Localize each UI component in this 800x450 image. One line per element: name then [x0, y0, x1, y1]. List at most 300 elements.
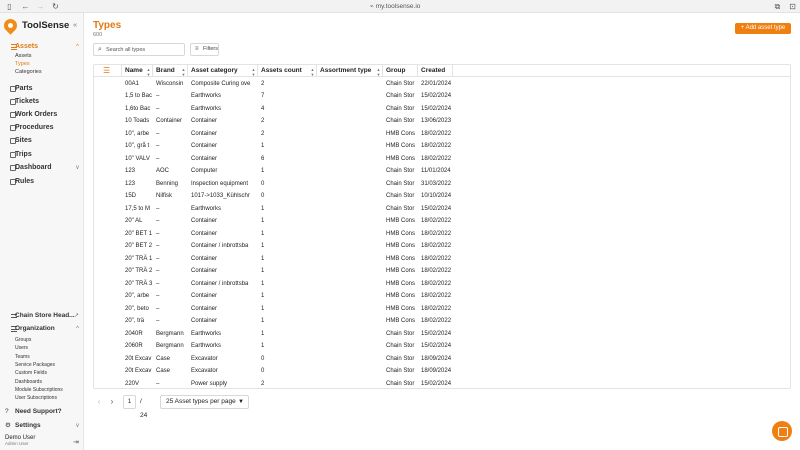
cell-assets-count: 1 [261, 243, 265, 249]
cell-created: 18/02/2022 [421, 155, 452, 162]
table-row[interactable] [94, 365, 791, 378]
org-subitem-module-subscriptions[interactable]: Module Subscriptions [15, 386, 63, 393]
cell-assortment-type [317, 253, 383, 266]
table-row[interactable] [94, 315, 791, 328]
sort-icon[interactable]: ▲▼ [310, 67, 315, 77]
cell-name: 20" AL [125, 218, 143, 224]
cell-created: 18/09/2024 [421, 355, 452, 362]
cell-asset-category: Container [191, 318, 218, 324]
cell-group: HMB Cons [386, 155, 416, 162]
cell-assortment-type [317, 178, 383, 191]
table-row[interactable] [94, 353, 791, 366]
cell-assets-count: 4 [261, 105, 265, 112]
browser-toolbar [0, 0, 800, 13]
cell-brand: – [156, 380, 160, 387]
table-row[interactable] [94, 203, 791, 216]
cell-asset-category: Container / inbrottsba [191, 243, 249, 249]
types-count: 600 [93, 32, 103, 38]
cell-brand: – [156, 318, 160, 324]
cell-assortment-type [317, 265, 383, 278]
cell-brand: – [156, 105, 160, 112]
need-support-link[interactable] [5, 407, 81, 417]
cell-brand: – [156, 155, 160, 162]
org-subitem-dashboards[interactable]: Dashboards [15, 378, 42, 385]
page-number-input[interactable]: 1 [123, 395, 136, 409]
cell-asset-category: Container [191, 218, 218, 224]
cell-name: 10", arbe [125, 130, 150, 137]
page-total: / 24 [140, 398, 148, 419]
logout-icon[interactable]: ⇥ [73, 439, 79, 446]
app-name: ToolSense [22, 19, 70, 31]
cell-assortment-type [317, 153, 383, 166]
cell-brand: Bergmann [156, 330, 184, 337]
chevron-down-icon: v [76, 165, 79, 171]
caret-down-icon: ▼ [238, 399, 244, 405]
cell-created: 15/02/2024 [421, 93, 452, 99]
cell-group: Chain Stor [386, 180, 415, 187]
column-header-assets-count[interactable] [258, 65, 317, 77]
link-icon: ⌁ [370, 3, 374, 10]
table-row[interactable] [94, 78, 791, 91]
cell-asset-category: 1017->1033_Kühlschr [191, 193, 250, 199]
sidebar-item-trips[interactable] [5, 150, 81, 160]
table-row[interactable] [94, 340, 791, 353]
cell-asset-category: Inspection equipment [191, 180, 249, 187]
user-profile[interactable] [5, 435, 35, 446]
cell-brand: Case [156, 368, 171, 374]
cell-asset-category: Container [191, 255, 218, 262]
sidebar-item-label: Rules [15, 178, 35, 185]
cell-group: Chain Stor [386, 355, 415, 362]
cell-name: 10", grå t [125, 143, 150, 149]
cell-created: 18/02/2022 [421, 218, 452, 224]
table-row[interactable] [94, 115, 791, 128]
cell-created: 18/02/2022 [421, 230, 452, 237]
cell-brand: – [156, 143, 160, 149]
external-icon: ↗ [73, 313, 79, 319]
table-row[interactable] [94, 303, 791, 316]
cell-name: 1,6to Bac [125, 105, 151, 112]
cell-created: 10/10/2024 [421, 193, 452, 199]
cell-created: 11/01/2024 [421, 168, 451, 174]
cell-name: 20" BET 2 [125, 243, 153, 249]
table-row[interactable] [94, 228, 791, 241]
cell-name: 2040R [125, 330, 143, 337]
cell-assets-count: 1 [261, 330, 265, 337]
cell-created: 31/03/2022 [421, 180, 452, 187]
column-header-label: Group [386, 67, 406, 74]
cell-asset-category: Container [191, 155, 218, 162]
cell-assets-count: 1 [261, 205, 265, 212]
cell-name: 20", beto [125, 305, 149, 312]
app-logo[interactable] [4, 17, 69, 33]
org-subitem-teams[interactable]: Teams [15, 353, 30, 360]
sort-icon[interactable]: ▲▼ [146, 67, 151, 77]
column-header-asset-category[interactable] [188, 65, 258, 77]
sidebar-subitem-assets[interactable]: Assets [15, 53, 32, 59]
column-header-label: Asset category [191, 67, 238, 74]
cell-assets-count: 0 [261, 193, 265, 199]
cell-name: 20", arbe [125, 293, 150, 299]
cell-asset-category: Container [191, 268, 218, 274]
account-name: Chain Store Head... [15, 312, 75, 319]
support-label: Need Support? [15, 408, 62, 415]
column-header-label: Assortment type [320, 67, 372, 74]
cell-assortment-type [317, 190, 383, 203]
sort-icon[interactable]: ▲▼ [376, 67, 381, 77]
per-page-select[interactable] [160, 395, 249, 409]
cell-assortment-type [317, 128, 383, 141]
column-settings-cell [94, 65, 122, 77]
cell-brand: Nilfisk [156, 193, 172, 199]
cell-assortment-type [317, 365, 383, 378]
sidebar-item-dashboard[interactable] [5, 163, 81, 173]
cell-created: 15/02/2024 [421, 105, 452, 112]
cell-assets-count: 0 [261, 180, 265, 187]
column-header-label: Assets count [261, 67, 302, 74]
cell-brand: Container [156, 118, 183, 124]
cell-group: Chain Stor [386, 80, 415, 87]
cell-brand: – [156, 243, 160, 249]
table-row[interactable] [94, 378, 791, 390]
cell-assortment-type [317, 165, 383, 178]
cell-created: 15/02/2024 [421, 380, 452, 387]
cell-assortment-type [317, 378, 383, 390]
cell-created: 13/06/2023 [421, 118, 452, 124]
table-row[interactable] [94, 90, 791, 103]
cell-name: 00A1 [125, 80, 140, 87]
sidebar-item-label: Trips [15, 151, 32, 158]
cell-name: 20t Excav [125, 368, 152, 374]
types-table [93, 64, 791, 389]
cell-group: Chain Stor [386, 380, 415, 387]
cell-assortment-type [317, 328, 383, 341]
sidebar-item-label: Organization [15, 325, 55, 332]
forward-icon[interactable]: → [36, 2, 45, 11]
sort-icon[interactable]: ▲▼ [181, 67, 186, 77]
per-page-value: 25 Asset types per page [166, 398, 236, 405]
cell-assets-count: 2 [261, 80, 265, 87]
sidebar-item-label: Work Orders [15, 111, 58, 118]
cell-name: 15D [125, 193, 137, 199]
cell-created: 15/02/2024 [421, 343, 452, 349]
cell-asset-category: Earthworks [191, 330, 222, 337]
cell-assortment-type [317, 278, 383, 291]
cell-assortment-type [317, 78, 383, 91]
cell-group: HMB Cons [386, 280, 416, 287]
cell-assets-count: 6 [261, 155, 265, 162]
table-row[interactable] [94, 128, 791, 141]
cell-name: 20" TRÄ 2 [125, 268, 153, 274]
reload-icon[interactable]: ↻ [52, 2, 59, 11]
sidebar-item-organization[interactable] [5, 324, 81, 334]
sidebar-item-procedures[interactable] [5, 123, 81, 133]
table-row[interactable] [94, 215, 791, 228]
cell-group: HMB Cons [386, 230, 416, 237]
cell-name: 220V [125, 380, 140, 387]
page-title: Types [93, 20, 122, 31]
cell-asset-category: Earthworks [191, 343, 222, 349]
cell-brand: – [156, 293, 160, 299]
cell-created: 18/02/2022 [421, 130, 452, 137]
user-name: Demo User [5, 435, 36, 441]
org-subitem-groups[interactable]: Groups [15, 337, 32, 343]
sidebar-item-label: Settings [15, 422, 41, 429]
cell-assortment-type [317, 103, 383, 116]
back-icon[interactable]: ← [21, 2, 30, 11]
cell-created: 18/02/2022 [421, 280, 452, 287]
search-box[interactable] [93, 43, 185, 56]
cell-created: 18/02/2022 [421, 318, 452, 324]
cell-assortment-type [317, 303, 383, 316]
table-row[interactable] [94, 240, 791, 253]
cell-assets-count: 1 [261, 280, 265, 287]
cell-name: 123 [125, 180, 136, 187]
cell-assets-count: 1 [261, 293, 265, 299]
cell-asset-category: Container [191, 305, 218, 312]
tabs-icon[interactable]: ⊡ [789, 2, 796, 11]
cell-asset-category: Container [191, 130, 218, 137]
chevron-down-icon: v [76, 423, 79, 429]
cell-brand: – [156, 93, 160, 99]
table-header [94, 65, 791, 77]
sidebar-subitem-categories[interactable]: Categories [15, 69, 42, 75]
cell-assortment-type [317, 140, 383, 153]
cell-group: HMB Cons [386, 293, 416, 299]
cell-name: 20" TRÄ 3 [125, 280, 153, 287]
cell-asset-category: Excavator [191, 368, 218, 374]
next-page-icon[interactable]: › [110, 397, 114, 406]
sidebar [0, 13, 84, 450]
cell-brand: – [156, 268, 160, 274]
sidebar-item-label: Sites [15, 137, 32, 144]
column-header-label: Created [421, 67, 446, 74]
table-row[interactable] [94, 153, 791, 166]
cell-group: HMB Cons [386, 318, 416, 324]
share-icon[interactable]: ⧉ [774, 2, 781, 11]
cell-brand: – [156, 130, 160, 137]
table-row[interactable] [94, 328, 791, 341]
search-input[interactable] [106, 46, 182, 54]
sidebar-item-label: Dashboard [15, 164, 52, 171]
sidebar-item-tickets[interactable] [5, 97, 81, 107]
table-row[interactable] [94, 178, 791, 191]
column-header-group[interactable] [383, 65, 418, 77]
cell-created: 18/02/2022 [421, 255, 452, 262]
cell-assortment-type [317, 90, 383, 103]
cell-asset-category: Container [191, 118, 218, 124]
cell-asset-category: Excavator [191, 355, 218, 362]
sidebar-item-sites[interactable] [5, 136, 81, 146]
cell-assets-count: 1 [261, 255, 265, 262]
cell-assets-count: 0 [261, 355, 265, 362]
cell-group: HMB Cons [386, 130, 416, 137]
cell-group: Chain Stor [386, 168, 415, 174]
cell-group: Chain Stor [386, 343, 415, 349]
cell-assets-count: 2 [261, 118, 265, 124]
org-subitem-custom-fields[interactable]: Custom Fields [15, 370, 47, 377]
cell-group: HMB Cons [386, 243, 416, 249]
add-button-label: Add asset type [745, 25, 786, 31]
cell-asset-category: Earthworks [191, 93, 222, 99]
cell-created: 15/02/2024 [421, 205, 452, 212]
url-text: my.toolsense.io [375, 3, 421, 10]
cell-group: Chain Stor [386, 105, 415, 112]
table-row[interactable] [94, 140, 791, 153]
cell-created: 18/02/2022 [421, 243, 452, 249]
cell-created: 18/02/2022 [421, 293, 452, 299]
cell-assets-count: 1 [261, 343, 265, 349]
cell-group: Chain Stor [386, 193, 415, 199]
cell-brand: – [156, 218, 160, 224]
cell-assets-count: 2 [261, 380, 265, 387]
cell-assortment-type [317, 290, 383, 303]
cell-assortment-type [317, 215, 383, 228]
table-row[interactable] [94, 278, 791, 291]
cell-assortment-type [317, 240, 383, 253]
cell-assets-count: 1 [261, 318, 265, 324]
collapse-sidebar-icon[interactable]: « [73, 22, 77, 29]
cell-name: 17,5 to M [125, 205, 151, 212]
sidebar-item-label: Tickets [15, 98, 39, 105]
sidebar-item-parts[interactable] [5, 84, 81, 94]
account-switcher[interactable] [5, 311, 81, 321]
cell-assortment-type [317, 340, 383, 353]
sidebar-item-label: Assets [15, 43, 38, 50]
cell-group: Chain Stor [386, 93, 415, 99]
sidebar-item-assets[interactable] [5, 42, 81, 52]
cell-created: 15/02/2024 [421, 330, 452, 337]
cell-asset-category: Earthworks [191, 205, 222, 212]
cell-asset-category: Earthworks [191, 105, 222, 112]
cell-assets-count: 1 [261, 168, 265, 174]
filter-icon: ≡ [195, 46, 199, 52]
cell-name: 10 Toads [125, 118, 150, 124]
cell-asset-category: Container [191, 293, 218, 299]
cell-brand: – [156, 280, 160, 287]
help-icon: ? [5, 408, 9, 415]
cell-created: 18/09/2024 [421, 368, 452, 374]
sidebar-subitem-types[interactable]: Types [15, 61, 30, 67]
table-row[interactable] [94, 253, 791, 266]
filters-button[interactable] [190, 43, 219, 56]
column-header-brand[interactable] [153, 65, 188, 77]
sidebar-item-label: Parts [15, 85, 33, 92]
cell-assets-count: 7 [261, 93, 265, 99]
cell-asset-category: Computer [191, 168, 218, 174]
cell-brand: – [156, 230, 160, 237]
add-asset-type-button[interactable] [735, 23, 791, 34]
cell-brand: Benning [156, 180, 179, 187]
cell-brand: – [156, 205, 160, 212]
cell-assortment-type [317, 315, 383, 328]
cell-assets-count: 1 [261, 305, 265, 312]
cell-group: HMB Cons [386, 268, 416, 274]
cell-name: 20", trä [125, 318, 145, 324]
cell-group: Chain Stor [386, 205, 415, 212]
cell-name: 2060R [125, 343, 143, 349]
table-row[interactable] [94, 190, 791, 203]
gear-icon: ⚙ [5, 422, 11, 429]
cell-name: 1,5 to Bac [125, 93, 153, 99]
cell-assortment-type [317, 353, 383, 366]
cell-name: 20" BET 1 [125, 230, 153, 237]
cell-assets-count: 1 [261, 218, 265, 224]
org-subitem-service-packages[interactable]: Service Packages [15, 361, 56, 368]
address-bar[interactable] [370, 2, 420, 11]
cell-group: Chain Stor [386, 330, 415, 337]
cell-group: HMB Cons [386, 143, 416, 149]
cell-created: 18/02/2022 [421, 305, 452, 312]
chevron-up-icon: ^ [76, 326, 79, 332]
toolsense-logo-icon [1, 16, 19, 34]
cell-assets-count: 1 [261, 230, 265, 237]
sidebar-toggle-icon[interactable]: ▯ [7, 2, 12, 11]
cell-assets-count: 1 [261, 143, 265, 149]
search-icon: ⌕ [98, 46, 102, 53]
cell-group: HMB Cons [386, 255, 416, 262]
chevron-up-icon: ^ [76, 44, 79, 50]
main-content [84, 13, 800, 450]
sidebar-item-label: Procedures [15, 124, 54, 131]
table-row[interactable] [94, 103, 791, 116]
column-header-assortment-type[interactable] [317, 65, 383, 77]
column-header-label: Brand [156, 67, 175, 74]
org-subitem-users[interactable]: Users [15, 345, 29, 352]
cell-brand: – [156, 255, 160, 262]
column-header-label: Name [125, 67, 143, 74]
cell-created: 18/02/2022 [421, 268, 452, 274]
org-subitem-user-subscriptions[interactable]: User Subscriptions [15, 395, 57, 402]
cell-name: 20" TRÄ 1 [125, 255, 153, 262]
table-row[interactable] [94, 290, 791, 303]
plus-icon: + [740, 25, 745, 31]
cell-group: HMB Cons [386, 305, 416, 312]
column-settings-icon[interactable]: ☰ [103, 66, 111, 75]
cell-brand: Case [156, 355, 171, 362]
cell-brand: Bergmann [156, 343, 184, 349]
cell-name: 20t Excav [125, 355, 152, 362]
cell-asset-category: Container [191, 230, 218, 237]
cell-assets-count: 2 [261, 130, 265, 137]
cell-group: HMB Cons [386, 218, 416, 224]
cell-assortment-type [317, 115, 383, 128]
filters-label: Filters [203, 46, 218, 52]
sidebar-item-work-orders[interactable] [5, 110, 81, 120]
column-header-name[interactable] [122, 65, 153, 77]
cell-assortment-type [317, 203, 383, 216]
table-row[interactable] [94, 265, 791, 278]
sort-icon[interactable]: ▲▼ [251, 67, 256, 77]
cell-asset-category: Power supply [191, 380, 228, 387]
cell-asset-category: Container / inbrottsba [191, 280, 249, 287]
user-role: Admin User [5, 441, 29, 446]
sidebar-item-settings[interactable] [5, 421, 81, 431]
cell-assets-count: 0 [261, 368, 265, 374]
column-header-created[interactable] [418, 65, 453, 77]
cell-created: 22/01/2024 [421, 80, 452, 87]
cell-created: 18/02/2022 [421, 143, 452, 149]
prev-page-icon[interactable]: ‹ [97, 397, 101, 406]
cell-group: Chain Stor [386, 368, 415, 374]
cell-name: 123 [125, 168, 136, 174]
chat-icon[interactable] [772, 421, 792, 441]
table-row[interactable] [94, 165, 791, 178]
cell-brand: AOC [156, 168, 170, 174]
cell-brand: – [156, 305, 160, 312]
sidebar-item-rules[interactable] [5, 177, 81, 187]
cell-name: 10" VALV [125, 155, 150, 162]
